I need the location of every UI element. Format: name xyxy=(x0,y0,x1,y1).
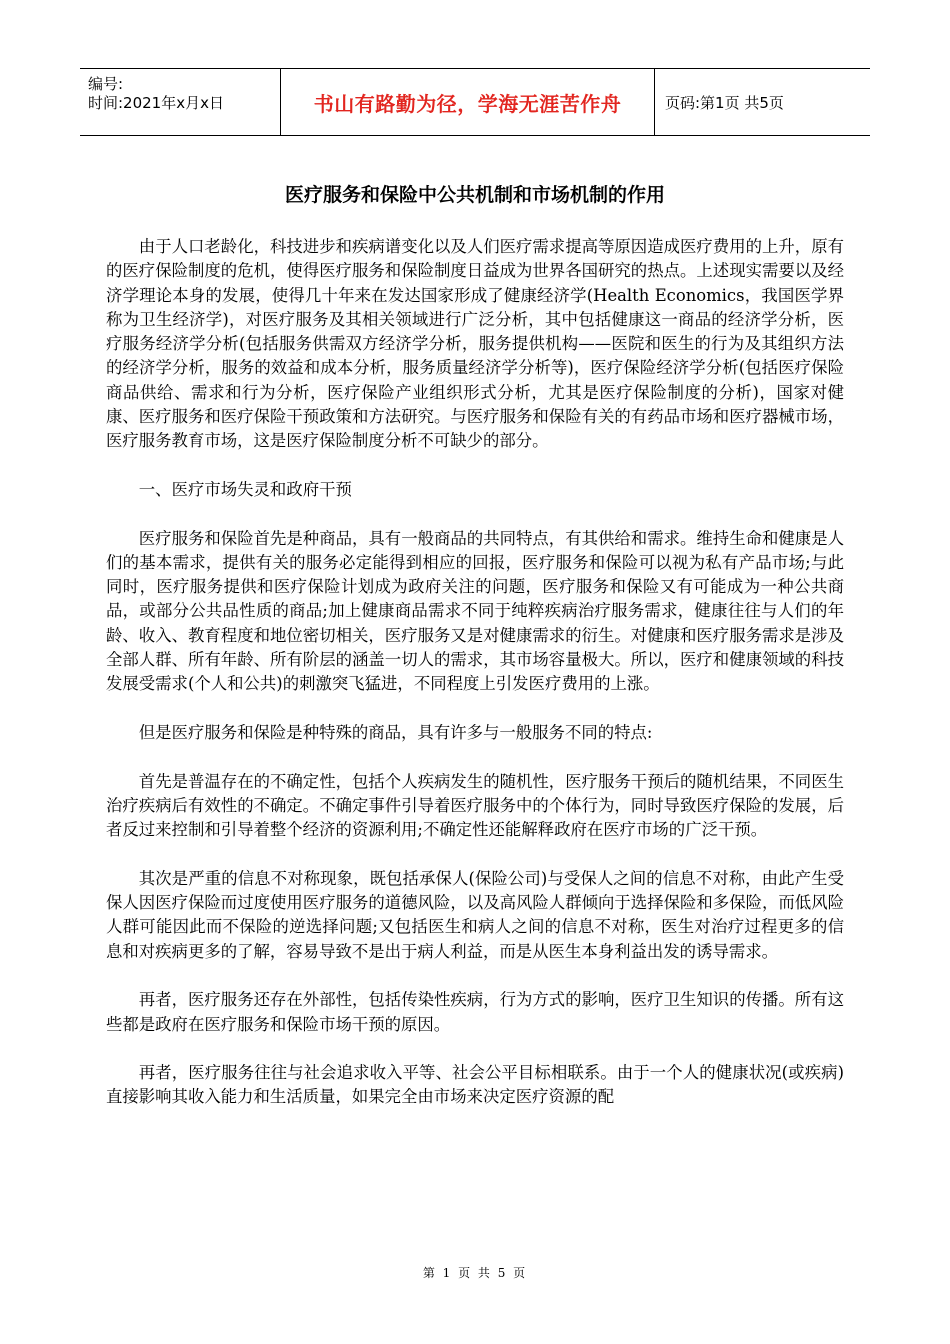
paragraph: 其次是严重的信息不对称现象，既包括承保人(保险公司)与受保人之间的信息不对称，由此产生受保人因医疗保险而过度使用医疗服务的道德风险，以及高风险人群倾向于选择保险和多保险，而低风险人群可能因此而不保险的逆选择问题;又包括医生和病人之间的信息不对称，医生对治疗过程更多的信息和对疾病更多的了解，容易导致不是出于病人利益，而是从医生本身利益出发的诱导需求。 xyxy=(106,868,844,961)
page-footer: 第 1 页 共 5 页 xyxy=(422,1266,528,1280)
header-meta-cell xyxy=(80,69,280,135)
serial-number-label: 编号: xyxy=(88,75,124,93)
motto-text: 书山有路勤为径，学海无涯苦作舟 xyxy=(313,91,622,116)
paragraph: 医疗服务和保险首先是种商品，具有一般商品的共同特点，有其供给和需求。维持生命和健康是人们的基本需求，提供有关的服务必定能得到相应的回报，医疗服务和保险可以视为私有产品市场;与此同时，医疗服务提供和医疗保险计划成为政府关注的问题，医疗服务和保险又有可能成为一种公共商品，或部分公共品性质的商品;加上健康商品需求不同于纯粹疾病治疗服务需求，健康往往与人们的年龄、收入、教育程度和地位密切相关，医疗服务又是对健康需求的衍生。对健康和医疗服务需求是涉及全部人群、所有年龄、所有阶层的涵盖一切人的需求，其市场容量极大。所以，医疗和健康领域的科技发展受需求(个人和公共)的刺激突飞猛进，不同程度上引发医疗费用的上涨。 xyxy=(106,528,844,694)
document-body xyxy=(106,235,844,1134)
paragraph: 但是医疗服务和保险是种特殊的商品，具有许多与一般服务不同的特点: xyxy=(138,722,653,742)
header-motto-cell xyxy=(280,69,655,135)
paragraph: 由于人口老龄化，科技进步和疾病谱变化以及人们医疗需求提高等原因造成医疗费用的上升，原有的医疗保险制度的危机，使得医疗服务和保险制度日益成为世界各国研究的热点。上述现实需要以及经济学理论本身的发展，使得几十年来在发达国家形成了健康经济学(Health Economics，我国医学界称为卫生经济学)，对医疗服务及其相关领域进行广泛分析，其中包括健康这一商品的经济学分析，医疗服务经济学分析(包括服务供需双方经济学分析，服务提供机构——医院和医生的行为及其组织方法的经济学分析，服务的效益和成本分析，服务质量经济学分析等)，医疗保险经济学分析(包括医疗保险商品供给、需求和行为分析，医疗保险产业组织形式分析，尤其是医疗保险制度的分析)，国家对健康、医疗服务和医疗保险干预政策和方法研究。与医疗服务和保险有关的有药品市场和医疗器械市场，医疗服务教育市场，这是医疗保险制度分析不可缺少的部分。 xyxy=(106,237,844,451)
page-header xyxy=(80,68,870,136)
section-heading: 一、医疗市场失灵和政府干预 xyxy=(138,479,352,499)
header-page-cell xyxy=(655,69,870,135)
paragraph: 再者，医疗服务往往与社会追求收入平等、社会公平目标相联系。由于一个人的健康状况(或疾病)直接影响其收入能力和生活质量，如果完全由市场来决定医疗资源的配 xyxy=(106,1063,844,1107)
paragraph: 首先是普温存在的不确定性，包括个人疾病发生的随机性，医疗服务干预后的随机结果，不同医生治疗疾病后有效性的不确定。不确定事件引导着医疗服务中的个体行为，同时导致医疗保险的发展，后者反过来控制和引导着整个经济的资源利用;不确定性还能解释政府在医疗市场的广泛干预。 xyxy=(106,771,844,840)
page-info: 页码:第1页 共5页 xyxy=(665,93,784,112)
date-line: 时间:2021年x月x日 xyxy=(88,94,224,112)
document-title: 医疗服务和保险中公共机制和市场机制的作用 xyxy=(284,184,665,206)
paragraph: 再者，医疗服务还存在外部性，包括传染性疾病，行为方式的影响，医疗卫生知识的传播。所有这些都是政府在医疗服务和保险市场干预的原因。 xyxy=(106,990,844,1034)
